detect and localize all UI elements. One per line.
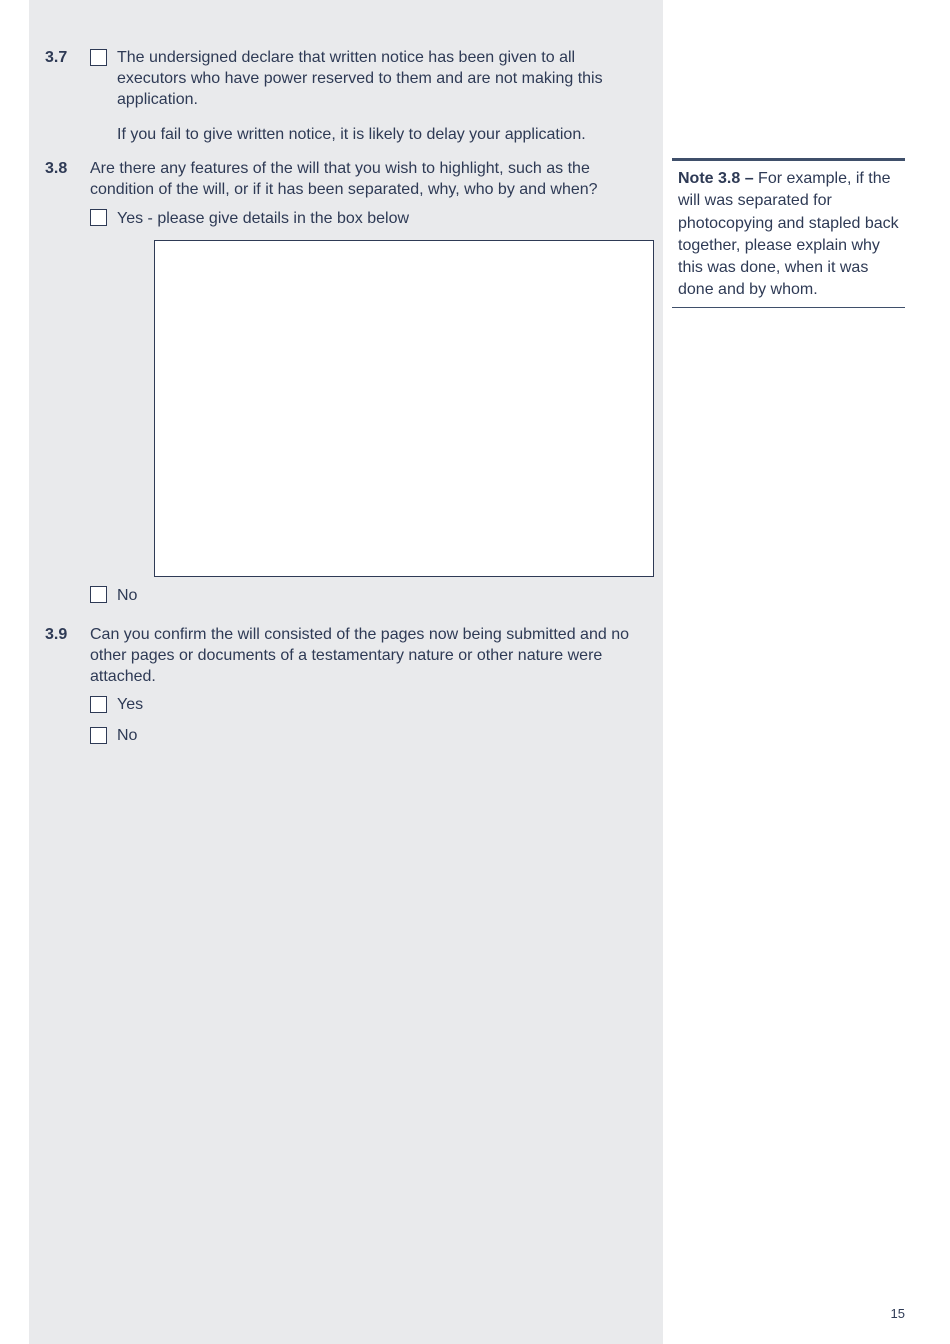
question-number-3-7: 3.7: [45, 49, 68, 66]
q3-9-question-text: Can you confirm the will consisted of the pages now being submitted and no other pages or documents of a testamentary nature or other nature were attached.: [90, 626, 629, 685]
q3-7-warning-text: If you fail to give written notice, it is likely to delay your application.: [117, 126, 586, 143]
note-3-8: [672, 158, 905, 308]
note-3-8-title: Note 3.8 –: [678, 170, 754, 187]
page-number: 15: [890, 1306, 905, 1321]
q3-9-yes-checkbox[interactable]: [90, 696, 107, 713]
q3-8-yes-checkbox[interactable]: [90, 209, 107, 226]
question-number-3-9: 3.9: [45, 626, 68, 643]
q3-9-no-label: No: [117, 727, 138, 744]
q3-8-no-label: No: [117, 587, 138, 604]
q3-8-details-textarea[interactable]: [154, 240, 654, 577]
q3-8-yes-label: Yes - please give details in the box below: [117, 210, 410, 227]
q3-7-declaration-checkbox[interactable]: [90, 49, 107, 66]
q3-8-no-checkbox[interactable]: [90, 586, 107, 603]
question-number-3-8: 3.8: [45, 160, 68, 177]
q3-7-declaration-text: The undersigned declare that written notice has been given to all executors who have power reserved to them and are not making this application.: [117, 49, 603, 108]
note-3-8-text: For example, if the will was separated for photocopying and stapled back together, please explain why this was done, when it was done and by whom.: [678, 170, 899, 299]
q3-9-no-checkbox[interactable]: [90, 727, 107, 744]
q3-9-yes-label: Yes: [117, 696, 144, 713]
q3-8-question-text: Are there any features of the will that you wish to highlight, such as the condition of the will, or if it has been separated, why, who by and when?: [90, 160, 598, 198]
